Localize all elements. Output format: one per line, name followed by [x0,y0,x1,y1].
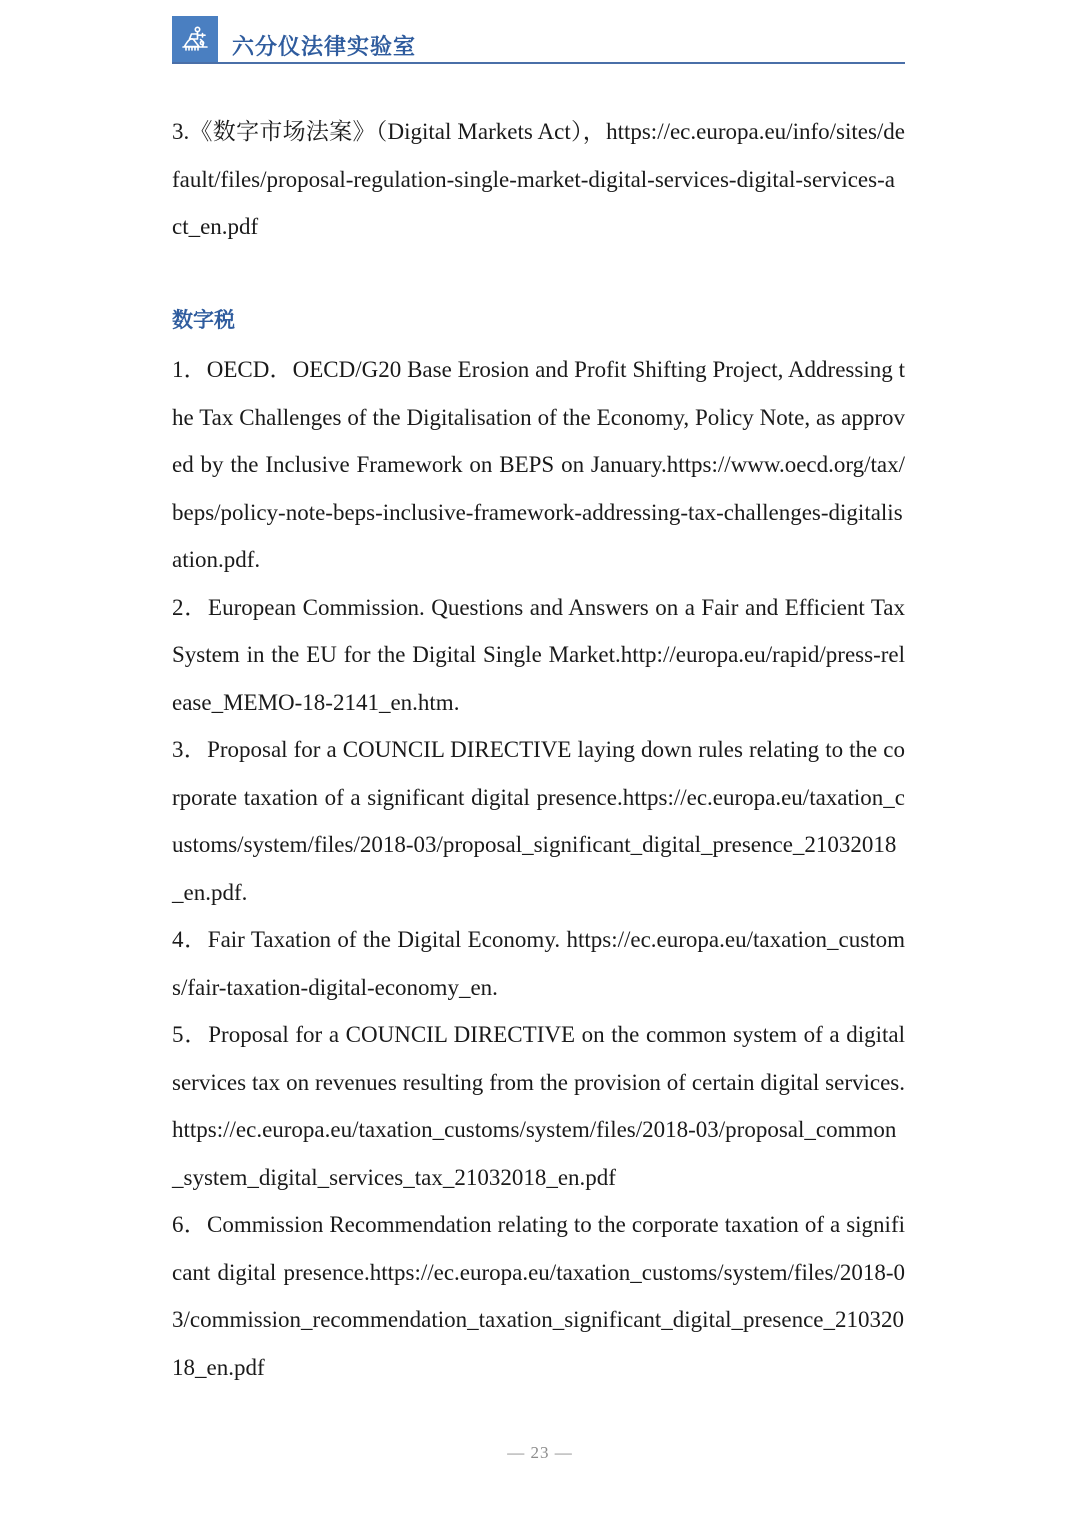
reference-item: 3.《数字市场法案》（Digital Markets Act），https://ec.europa.eu/info/sites/default/files/proposal-regulation-single-market-digital-services-digital-services-act_en.pdf [172,119,905,239]
page-footer [0,1443,1080,1463]
reference-item: 3．Proposal for a COUNCIL DIRECTIVE laying down rules relating to the corporate taxation of a significant digital presence.https://ec.europa.eu/taxation_customs/system/files/2018-03/proposal_significant_digital_presence_21032018_en.pdf. [172,737,905,905]
sextant-icon [178,22,212,56]
reference-item: 6．Commission Recommendation relating to the corporate taxation of a significant digital presence.https://ec.europa.eu/taxation_customs/system/files/2018-03/commission_recommendation_taxation_significant_digital_presence_21032018_en.pdf [172,1212,905,1380]
header-brand-row [172,14,905,62]
document-body [172,108,905,1391]
spacer [172,251,905,297]
reference-item: 1．OECD．OECD/G20 Base Erosion and Profit Shifting Project, Addressing the Tax Challenges of the Digitalisation of the Economy, Policy Note, as approved by the Inclusive Framework on BEPS on January.https://www.oecd.org/tax/beps/policy-note-beps-inclusive-framework-addressing-tax-challenges-digitalisation.pdf. [172,357,905,572]
header-divider [172,62,905,64]
page-number: — 23 — [507,1443,573,1462]
brand-title: 六分仪法律实验室 [232,34,417,59]
section-heading-digital-tax: 数字税 [172,308,235,332]
reference-item: 4．Fair Taxation of the Digital Economy. https://ec.europa.eu/taxation_customs/fair-taxation-digital-economy_en. [172,927,905,1000]
reference-item: 2．European Commission. Questions and Answers on a Fair and Efficient Tax System in the EU for the Digital Single Market.http://europa.eu/rapid/press-release_MEMO-18-2141_en.htm. [172,594,905,715]
reference-item: 5．Proposal for a COUNCIL DIRECTIVE on the common system of a digital services tax on revenues resulting from the provision of certain digital services.https://ec.europa.eu/taxation_customs/system/files/2018-03/proposal_common_system_digital_services_tax_21032018_en.pdf [172,1022,905,1190]
logo-badge [172,16,218,62]
